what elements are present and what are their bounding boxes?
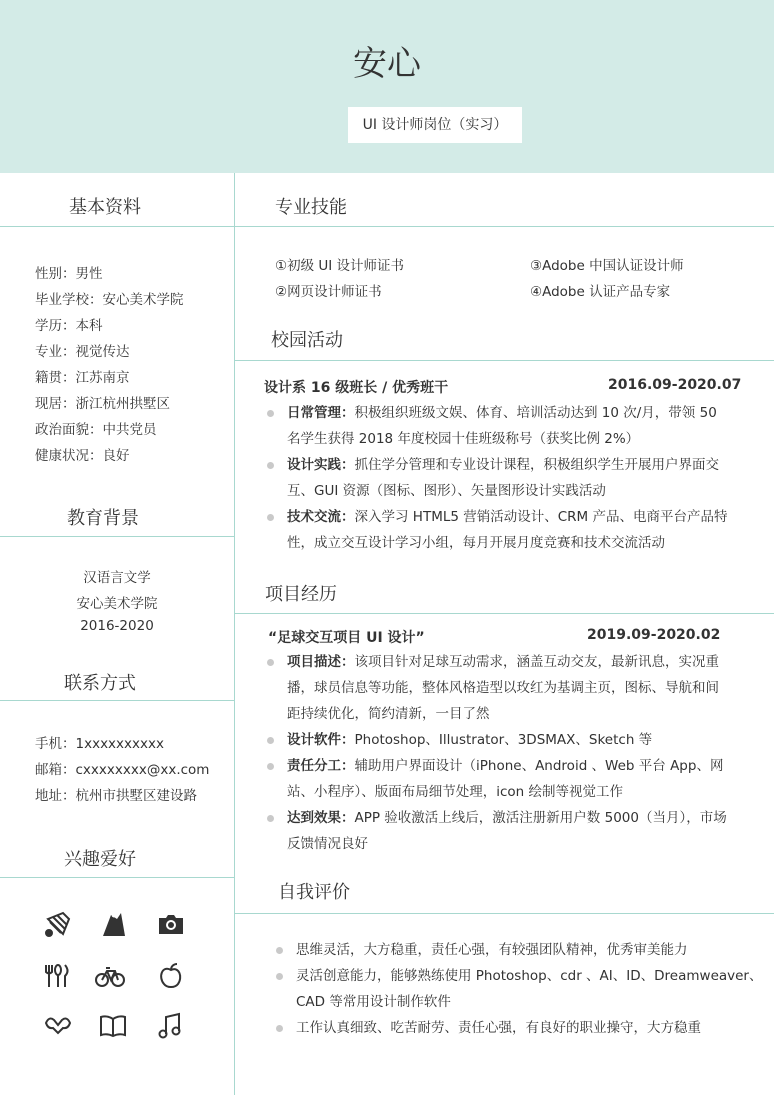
education-title: 教育背景: [67, 508, 139, 529]
bullet-dot: [267, 462, 274, 469]
project-bullet: 项目描述：该项目针对足球互动需求，涵盖互动交友，最新讯息，实况重 播，球员信息等功能，整体风格造型以玫红为基调主页，图标、导航和间 距持续优化，简约清新，一目了然: [287, 654, 719, 722]
self-eval-title: 自我评价: [278, 882, 350, 903]
campus-title: 校园活动: [271, 330, 343, 351]
bullet-dot: [276, 973, 283, 980]
music-icon: [155, 1011, 185, 1041]
bullet-dot: [267, 763, 274, 770]
fitness-icon: [43, 1011, 73, 1041]
bullet-dot: [267, 410, 274, 417]
education-period: 2016-2020: [80, 618, 154, 634]
campus-period: 2016.09-2020.07: [608, 377, 742, 393]
basic-item: 学历：本科: [35, 318, 103, 334]
fruit-icon: [156, 961, 186, 991]
job-title-box: UI 设计师岗位（实习）: [348, 107, 522, 143]
skill-item: ②网页设计师证书: [275, 284, 382, 300]
project-period: 2019.09-2020.02: [587, 627, 721, 643]
self-eval-item: 灵活创意能力，能够熟练使用 Photoshop、cdr 、AI、ID、Dreamweaver、 CAD 等常用设计制作软件: [296, 968, 763, 1010]
skill-item: ④Adobe 认证产品专家: [530, 284, 671, 300]
hobbies-title: 兴趣爱好: [64, 849, 136, 870]
skills-title: 专业技能: [275, 197, 347, 218]
contact-phone: 手机：1xxxxxxxxxx: [35, 736, 164, 752]
food-icon: [43, 961, 73, 991]
campus-bullet: 设计实践：抓住学分管理和专业设计课程，积极组织学生开展用户界面交 互、GUI 资源（图标、图形）、矢量图形设计实践活动: [287, 457, 719, 499]
book-icon: [98, 1011, 128, 1041]
contact-title: 联系方式: [64, 673, 136, 694]
skill-item: ①初级 UI 设计师证书: [275, 258, 405, 274]
skill-item: ③Adobe 中国认证设计师: [530, 258, 684, 274]
projects-title: 项目经历: [265, 584, 337, 605]
contact-email: 邮箱：cxxxxxxxx@xx.com: [35, 762, 210, 778]
bullet-dot: [267, 737, 274, 744]
camera-icon: [156, 909, 186, 939]
campus-bullet: 日常管理：积极组织班级文娱、体育、培训活动达到 10 次/月，带领 50 名学生获得 2018 年度校园十佳班级称号（获奖比例 2%）: [287, 405, 717, 447]
basic-item: 健康状况：良好: [35, 448, 130, 464]
bullet-dot: [267, 659, 274, 666]
basic-item: 现居：浙江杭州拱墅区: [35, 396, 170, 412]
project-bullet: 设计软件：Photoshop、Illustrator、3DSMAX、Sketch 等: [287, 732, 653, 748]
campus-role: 设计系 16 级班长 / 优秀班干: [264, 380, 449, 396]
hobbies-divider: [0, 877, 234, 878]
projects-divider: [234, 613, 774, 614]
education-major: 汉语言文学: [83, 570, 151, 586]
basic-divider: [0, 226, 234, 227]
project-bullet: 达到效果：APP 验收激活上线后，激活注册新用户数 5000（当月），市场 反馈情况良好: [287, 810, 727, 852]
contact-address: 地址：杭州市拱墅区建设路: [35, 788, 197, 804]
badminton-icon: [43, 909, 73, 939]
basic-item: 专业：视觉传达: [35, 344, 130, 360]
campus-divider: [234, 360, 774, 361]
candidate-name: 安心: [353, 44, 421, 84]
self-eval-item: 工作认真细致、吃苦耐劳、责任心强，有良好的职业操守，大方稳重: [296, 1020, 701, 1036]
education-school: 安心美术学院: [76, 596, 158, 612]
basic-item: 性别：男性: [35, 266, 103, 282]
contact-divider: [0, 700, 234, 701]
campus-bullet: 技术交流：深入学习 HTML5 营销活动设计、CRM 产品、电商平台产品特 性，成立交互设计学习小组，每月开展月度竞赛和技术交流活动: [287, 509, 728, 551]
project-bullet: 责任分工：辅助用户界面设计（iPhone、Android 、Web 平台 App、网 站、小程序）、版面布局细节处理，icon 绘制等视觉工作: [287, 758, 724, 800]
basic-item: 毕业学校：安心美术学院: [35, 292, 184, 308]
basic-info-title: 基本资料: [69, 197, 141, 218]
bicycle-icon: [95, 961, 125, 991]
bullet-dot: [267, 514, 274, 521]
bullet-dot: [276, 947, 283, 954]
column-divider: [234, 173, 235, 1095]
education-divider: [0, 536, 234, 537]
skills-divider: [234, 226, 774, 227]
bullet-dot: [276, 1025, 283, 1032]
basic-item: 政治面貌：中共党员: [35, 422, 157, 438]
basic-item: 籍贯：江苏南京: [35, 370, 130, 386]
project-name: “足球交互项目 UI 设计”: [268, 630, 425, 646]
self-eval-divider: [234, 913, 774, 914]
header-banner: [0, 0, 774, 173]
self-eval-item: 思维灵活，大方稳重，责任心强，有较强团队精神，优秀审美能力: [296, 942, 688, 958]
bullet-dot: [267, 815, 274, 822]
climbing-icon: [99, 909, 129, 939]
